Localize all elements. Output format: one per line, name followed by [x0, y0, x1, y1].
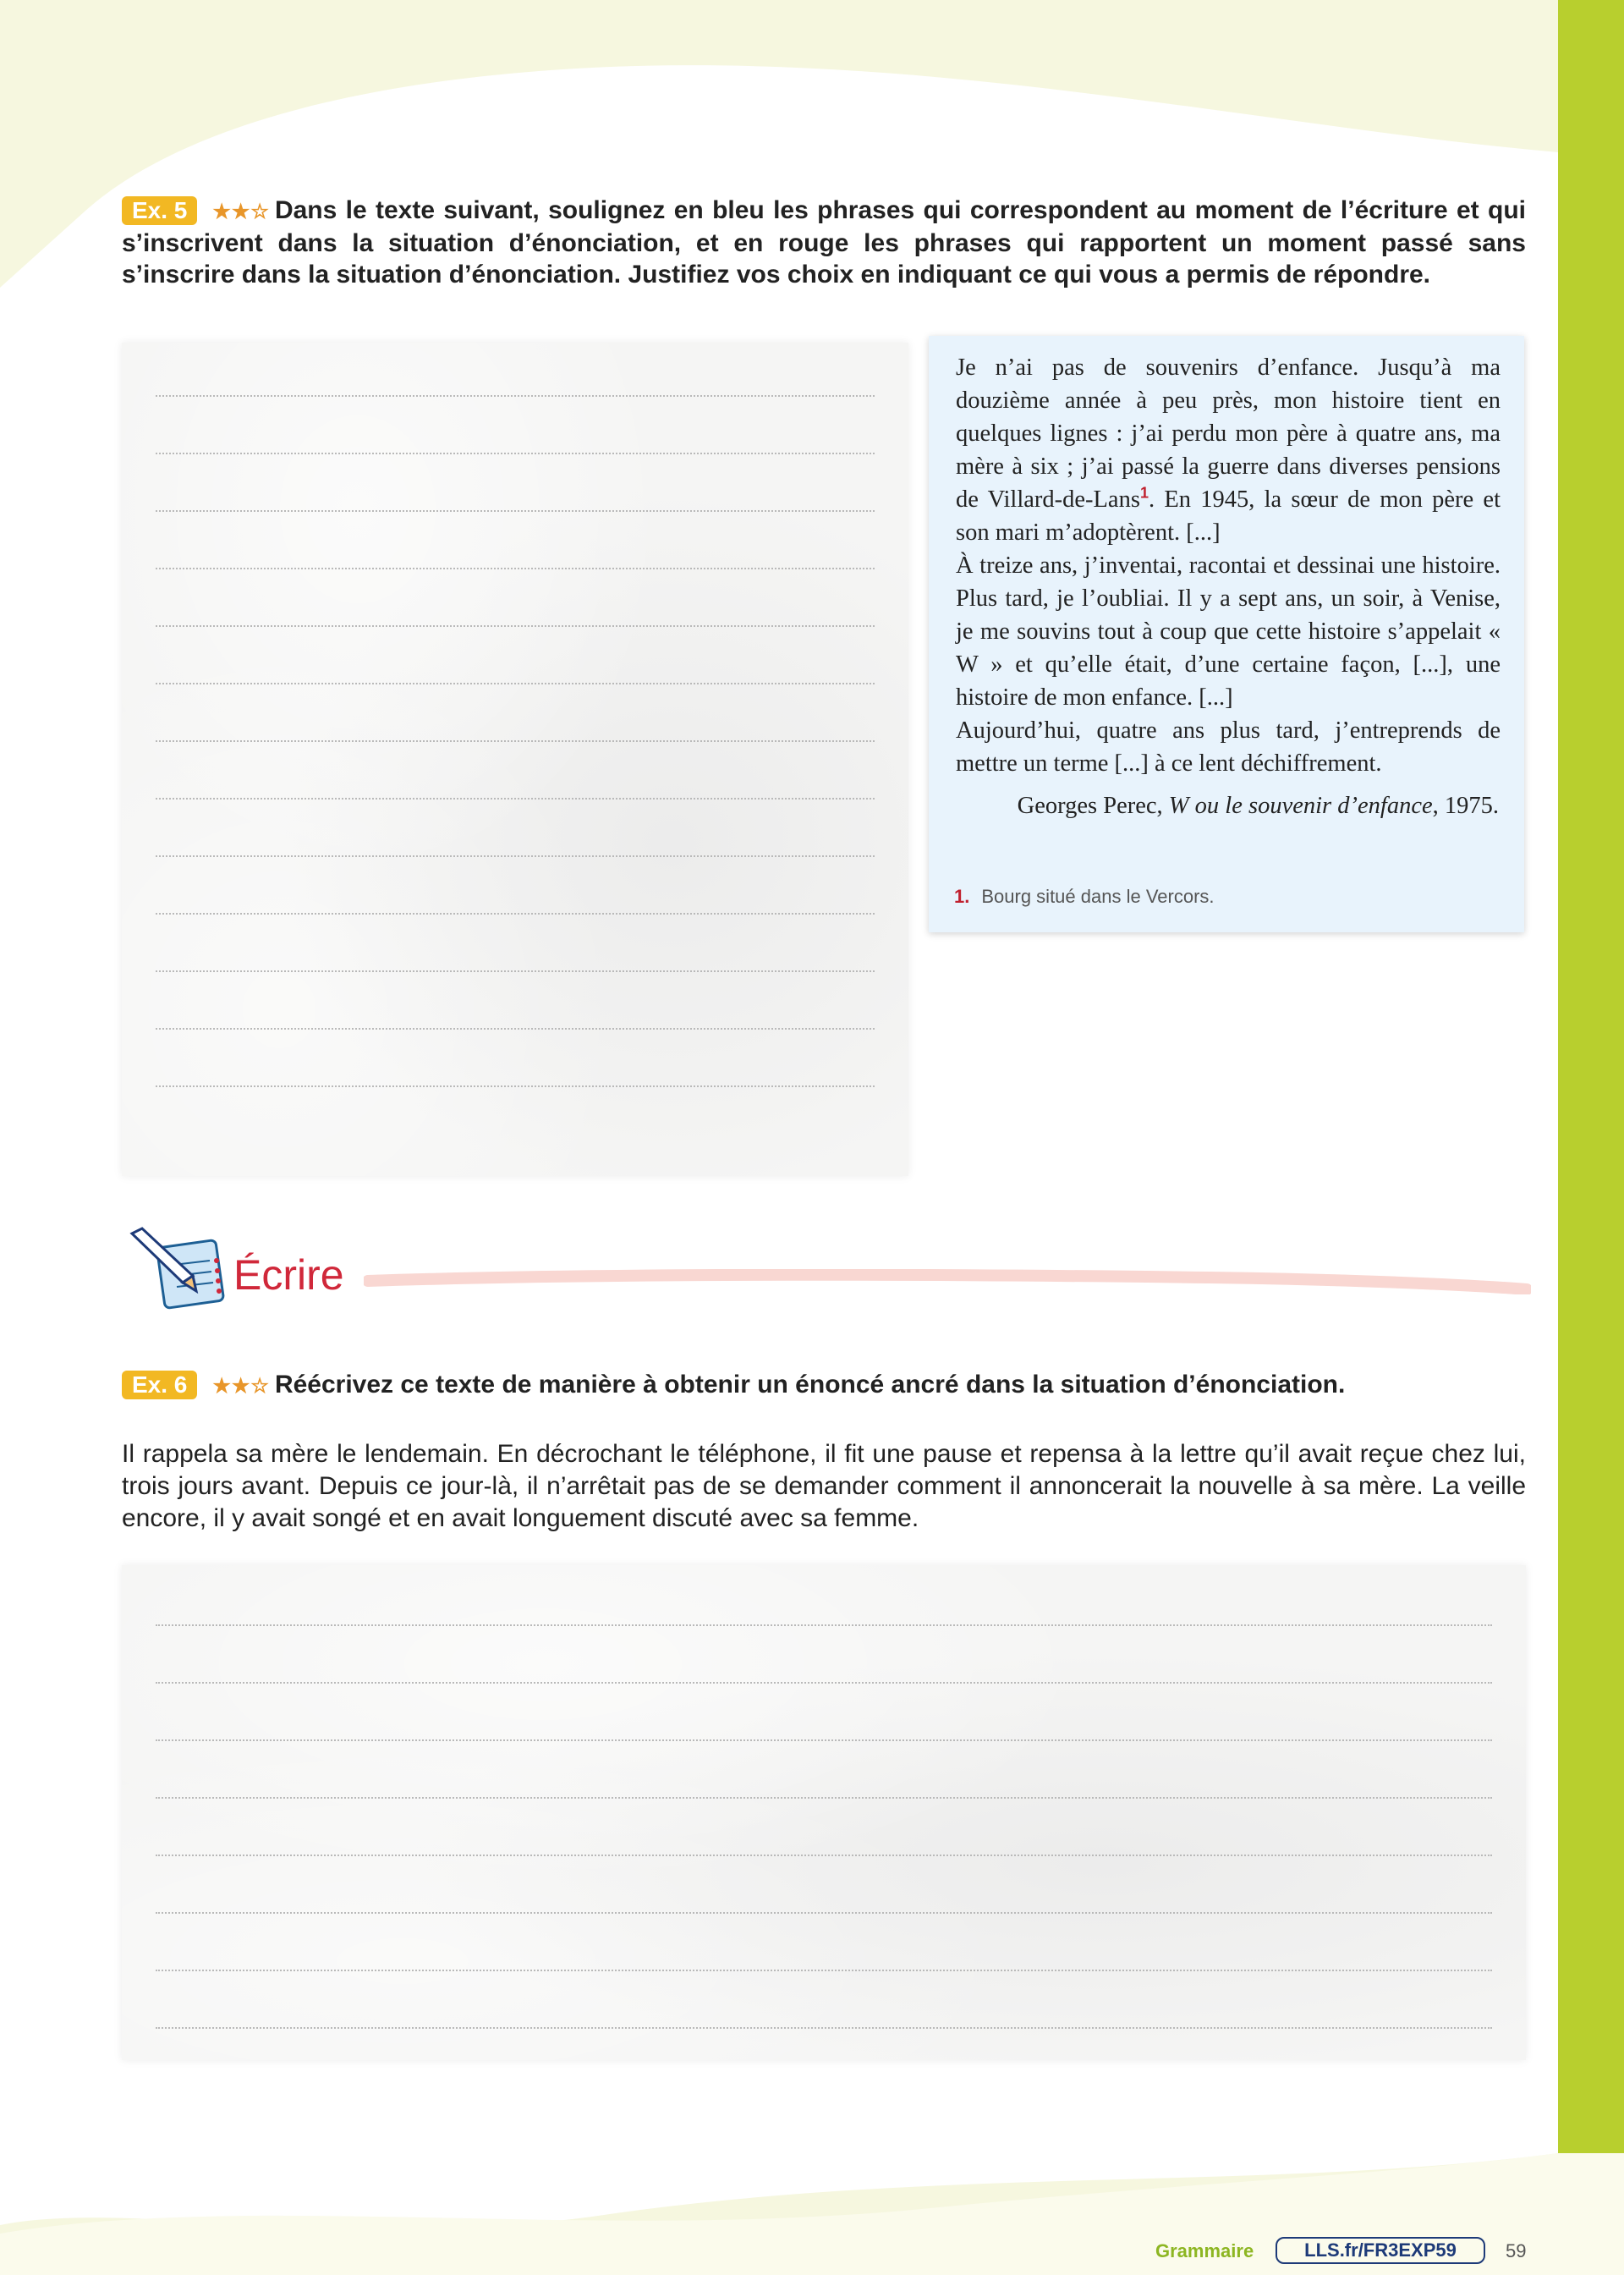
- footnote: 1. Bourg situé dans le Vercors.: [954, 886, 1215, 907]
- answer-line: [156, 1028, 875, 1030]
- answer-line: [156, 740, 875, 742]
- answer-line: [156, 1912, 1492, 1914]
- difficulty-stars-icon: ★★☆: [212, 1375, 270, 1398]
- answer-line: [156, 510, 875, 512]
- quote-box: [929, 336, 1524, 932]
- quote-paragraph: Aujourd’hui, quatre ans plus tard, j’entreprends de mettre un terme [...] à ce lent déchiffrement.: [956, 717, 1501, 777]
- exercise-6-badge: Ex. 6: [122, 1371, 197, 1399]
- writing-pencil-icon: [127, 1227, 237, 1311]
- footnote-marker[interactable]: 1: [1139, 484, 1149, 502]
- footer-category: Grammaire: [1155, 2240, 1254, 2261]
- exercise-6-instruction: Ex. 6 ★★☆ Réécrivez ce texte de manière à obtenir un énoncé ancré dans la situation d’énonciation.: [122, 1369, 1526, 1402]
- answer-line: [156, 1970, 1492, 1971]
- page-number: 59: [1506, 2240, 1527, 2261]
- exercise-6-text: Il rappela sa mère le lendemain. En décrochant le téléphone, il fit une pause et repensa à la lettre qu’il avait reçue chez lui, trois jours avant. Depuis ce jour-là, il n’arrêtait pas de se demander comment il annoncerait la nouvelle à sa mère. La veille encore, il y avait songé et en avait longuement discuté avec sa femme.: [122, 1440, 1526, 1532]
- answer-line: [156, 1085, 875, 1087]
- quote-paragraph: À treize ans, j’inventai, racontai et dessinai une histoire. Plus tard, je l’oubliai. Il y a sept ans, un soir, à Venise, je me souvins tout à coup que cette histoire s’appelait « W » et qu’elle était, d’une certaine façon, [...], une histoire de mon enfance. [...]: [956, 552, 1501, 711]
- answer-line: [156, 970, 875, 972]
- answer-line: [156, 453, 875, 454]
- quote-paragraph: Je n’ai pas de souvenirs d’enfance. Jusqu’à ma douzième année à peu près, mon histoire tient en quelques lignes : j’ai perdu mon père à quatre ans, ma mère à six ; j’ai passé la guerre dans diverses pensions de Villard-de-Lans$^1$. En 1945, la sœur de mon père et son mari m’adoptèrent. [...]: [956, 354, 1501, 546]
- section-title-underline: [364, 1269, 1531, 1294]
- side-accent-bar: [1558, 0, 1624, 2153]
- answer-line: [156, 798, 875, 800]
- answer-line: [156, 625, 875, 627]
- section-title: Écrire: [233, 1251, 344, 1299]
- answer-line: [156, 568, 875, 569]
- quote-text: [956, 351, 1501, 780]
- answer-lines-area-ex6[interactable]: [122, 1565, 1526, 2060]
- answer-line: [156, 683, 875, 684]
- difficulty-stars-icon: ★★☆: [212, 201, 270, 223]
- exercise-5-instruction: Ex. 5 ★★☆ Dans le texte suivant, soulignez en bleu les phrases qui correspondent au moment de l’écriture et qui s’inscrivent dans la situation d’énonciation, et en rouge les phrases qui rapportent un moment passé sans s’inscrire dans la situation d’énonciation. Justifiez vos choix en indiquant ce qui vous a permis de répondre.: [122, 196, 1526, 288]
- answer-lines-area-ex5[interactable]: [122, 343, 908, 1176]
- answer-line: [156, 1624, 1492, 1626]
- answer-line: [156, 1739, 1492, 1741]
- answer-line: [156, 855, 875, 857]
- answer-line: [156, 1855, 1492, 1856]
- answer-line: [156, 2027, 1492, 2029]
- answer-line: [156, 395, 875, 397]
- footer-link[interactable]: LLS.fr/FR3EXP59: [1276, 2237, 1485, 2264]
- quote-source: Georges Perec, W ou le souvenir d’enfance, 1975.: [1017, 793, 1499, 819]
- answer-line: [156, 1797, 1492, 1799]
- answer-line: [156, 913, 875, 915]
- answer-line: [156, 1682, 1492, 1684]
- exercise-5-badge: Ex. 5: [122, 196, 197, 225]
